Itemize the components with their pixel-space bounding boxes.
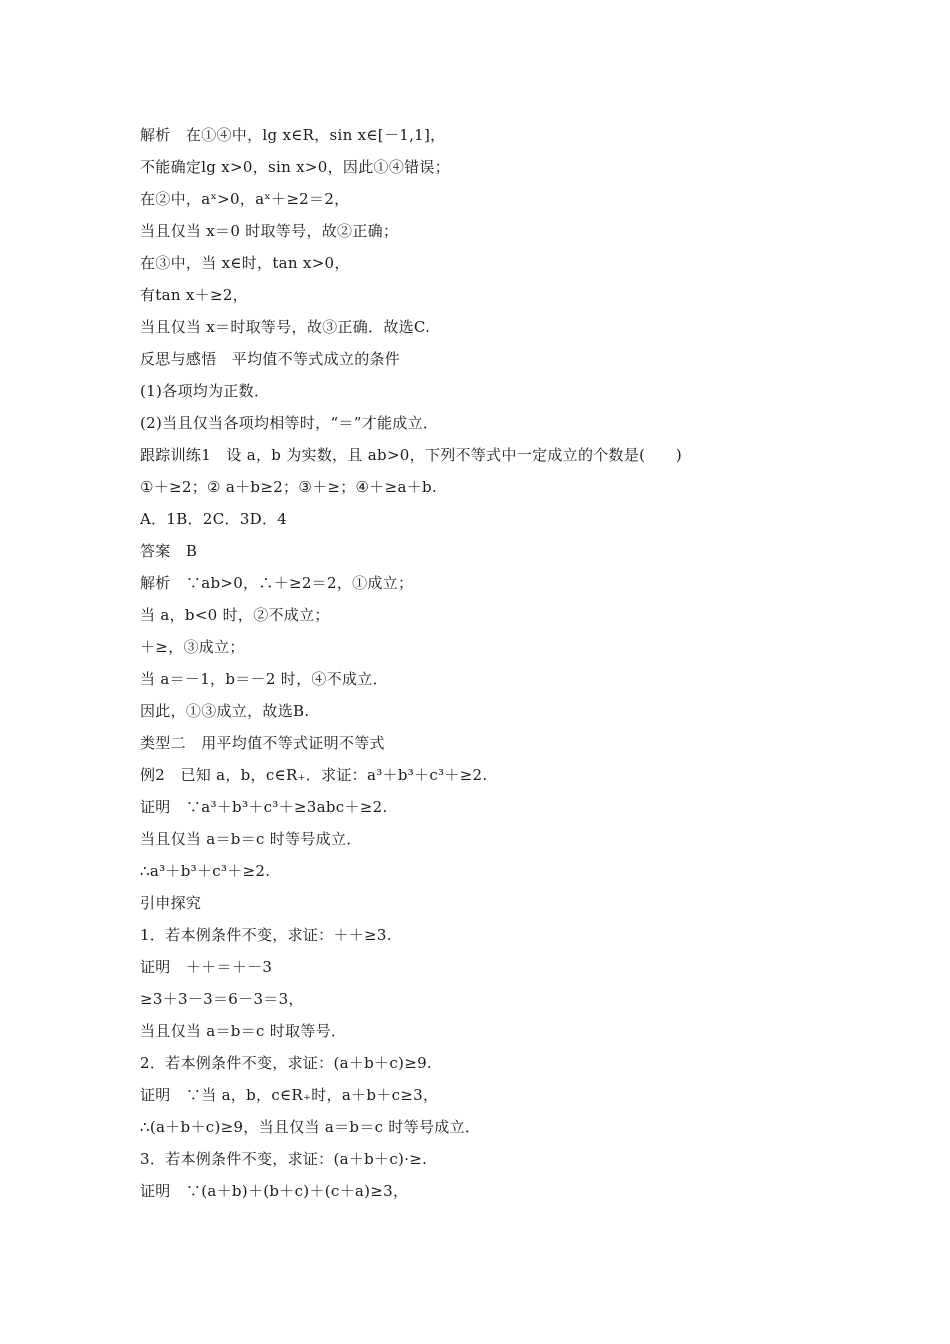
text-line: 2．若本例条件不变，求证：(a＋b＋c)≥9. bbox=[140, 1054, 432, 1072]
example-question: 例2 已知 a，b，c∈R₊．求证：a³＋b³＋c³＋≥2. bbox=[140, 766, 488, 784]
text-line: ①＋≥2；② a＋b≥2；③＋≥；④＋≥a＋b. bbox=[140, 478, 437, 496]
answer-line: 答案 B bbox=[140, 542, 198, 560]
text-line: 当 a，b<0 时，②不成立； bbox=[140, 606, 330, 624]
text-line: ≥3＋3－3＝6－3＝3， bbox=[140, 990, 304, 1008]
section-heading: 引申探究 bbox=[140, 894, 202, 912]
section-heading: 反思与感悟 平均值不等式成立的条件 bbox=[140, 350, 401, 368]
text-line: 证明 ∵当 a，b，c∈R₊时，a＋b＋c≥3， bbox=[140, 1086, 439, 1104]
text-line: 1．若本例条件不变，求证：＋＋≥3. bbox=[140, 926, 392, 944]
section-heading: 类型二 用平均值不等式证明不等式 bbox=[140, 734, 385, 752]
answer-options: A．1B．2C．3D．4 bbox=[140, 510, 288, 528]
text-line: 当且仅当 a＝b＝c 时等号成立． bbox=[140, 830, 362, 848]
text-line: 在②中，aˣ>0，aˣ＋≥2＝2， bbox=[140, 190, 350, 208]
text-line: 当 a＝－1，b＝－2 时，④不成立． bbox=[140, 670, 388, 688]
exercise-question: 跟踪训练1 设 a，b 为实数，且 ab>0，下列不等式中一定成立的个数是( ) bbox=[140, 446, 683, 464]
text-line: 当且仅当 x＝0 时取等号，故②正确； bbox=[140, 222, 399, 240]
text-line: (1)各项均为正数． bbox=[140, 382, 270, 400]
text-line: 在③中，当 x∈时，tan x>0， bbox=[140, 254, 350, 272]
text-line: 因此，①③成立，故选B. bbox=[140, 702, 310, 720]
text-line: (2)当且仅当各项均相等时，“＝”才能成立． bbox=[140, 414, 439, 432]
text-line: 有tan x＋≥2， bbox=[140, 286, 248, 304]
text-line: 当且仅当 x＝时取等号，故③正确．故选C. bbox=[140, 318, 431, 336]
text-line: 解析 ∵ab>0，∴＋≥2＝2，①成立； bbox=[140, 574, 414, 592]
text-line: ∴a³＋b³＋c³＋≥2. bbox=[140, 862, 271, 880]
text-line: 证明 ＋＋＝＋－3 bbox=[140, 958, 273, 976]
text-line: ∴(a＋b＋c)≥9，当且仅当 a＝b＝c 时等号成立． bbox=[140, 1118, 481, 1136]
text-line: 解析 在①④中，lg x∈R，sin x∈[－1,1]， bbox=[140, 126, 446, 144]
text-line: 3．若本例条件不变，求证：(a＋b＋c)·≥. bbox=[140, 1150, 428, 1168]
text-line: 当且仅当 a＝b＝c 时取等号． bbox=[140, 1022, 347, 1040]
text-line: ＋≥，③成立； bbox=[140, 638, 245, 656]
text-line: 证明 ∵(a＋b)＋(b＋c)＋(c＋a)≥3， bbox=[140, 1182, 409, 1200]
text-line: 不能确定lg x>0，sin x>0，因此①④错误； bbox=[140, 158, 451, 176]
text-line: 证明 ∵a³＋b³＋c³＋≥3abc＋≥2. bbox=[140, 798, 388, 816]
